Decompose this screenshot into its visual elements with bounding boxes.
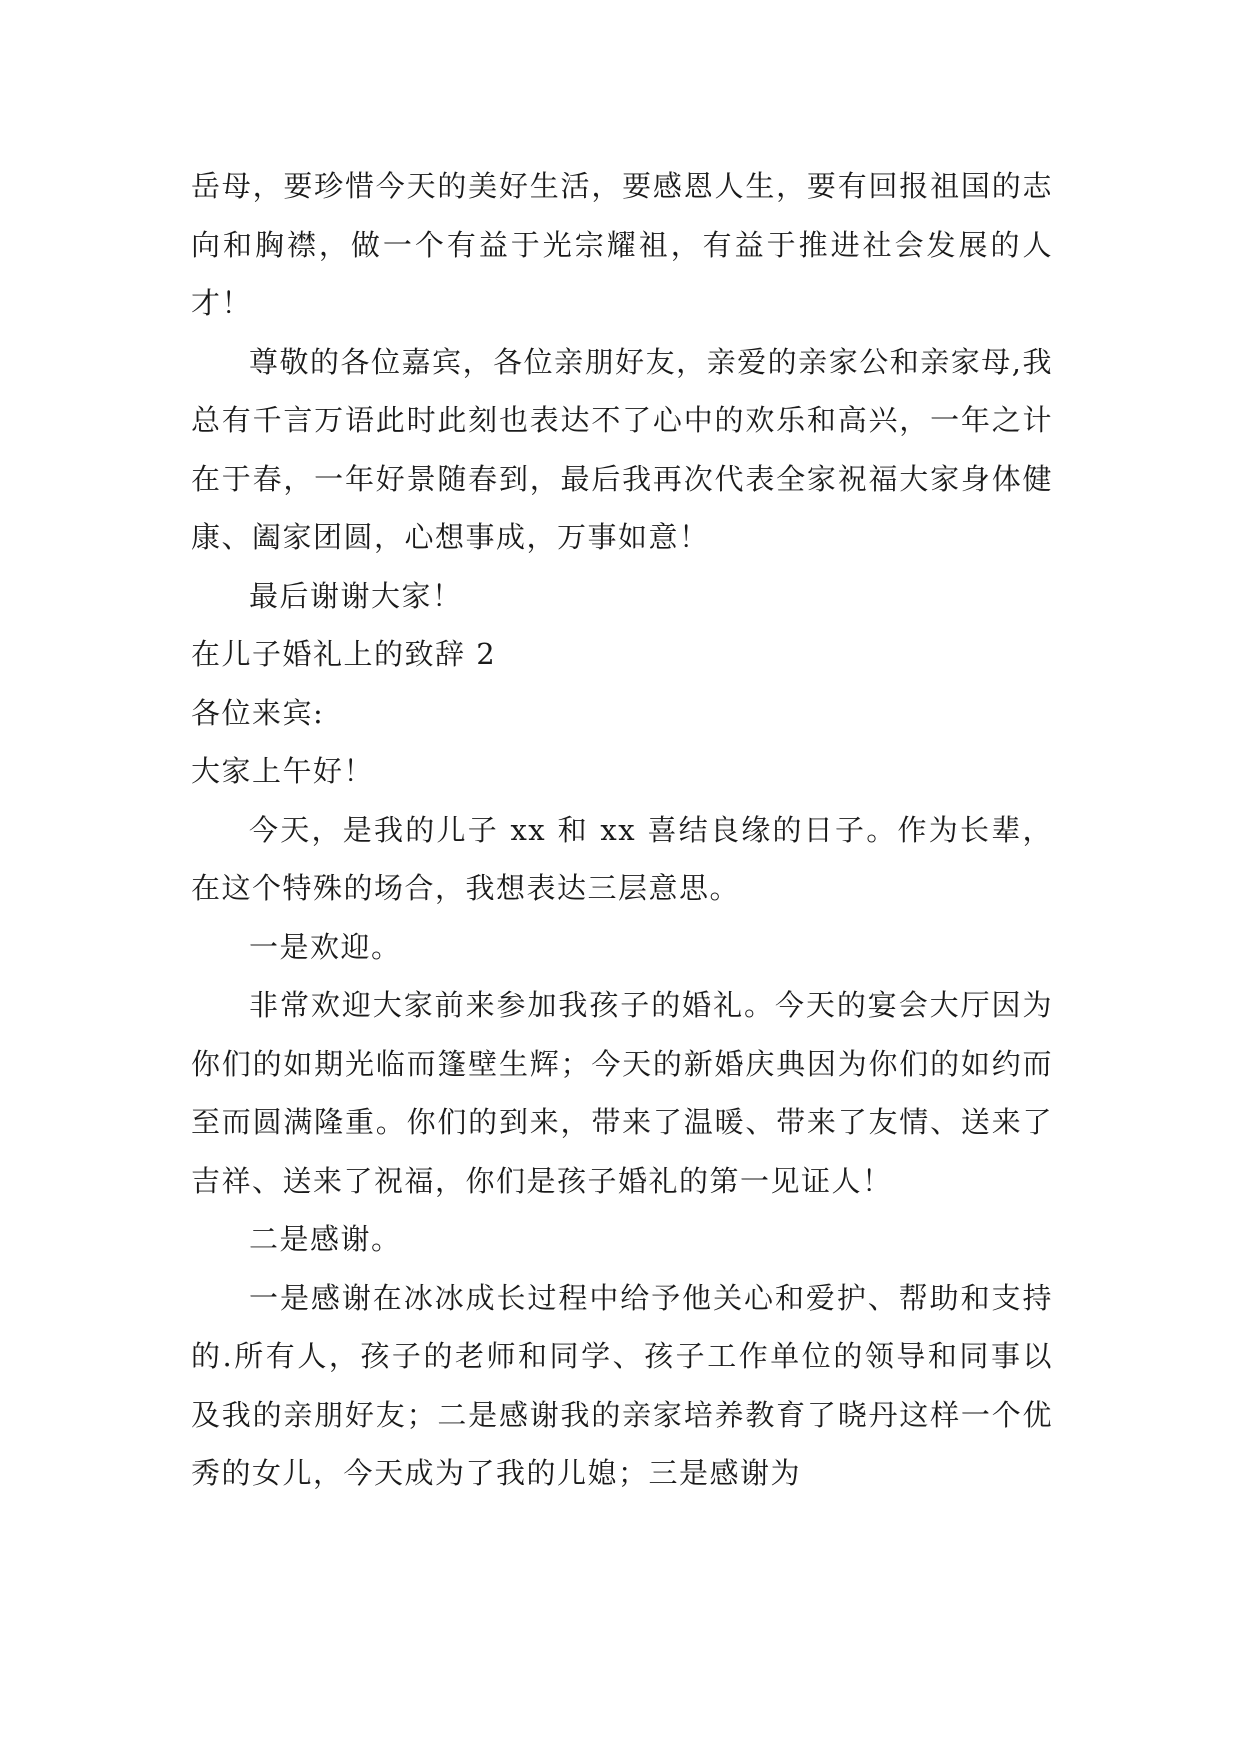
section-title: 在儿子婚礼上的致辞 2 — [191, 637, 497, 671]
paragraph-guest-blessing: 尊敬的各位嘉宾，各位亲朋好友，亲爱的亲家公和亲家母,我总有千言万语此时此刻也表达不了心中的欢乐和高兴，一年之计在于春，一年好景随春到，最后我再次代表全家祝福大家身体健康、阖家团圆，心想事成，万事如意！ — [191, 344, 1053, 554]
heading-thanks: 二是感谢。 — [249, 1222, 402, 1256]
paragraph-thanks: 一是感谢在冰冰成长过程中给予他关心和爱护、帮助和支持的.所有人，孩子的老师和同学、孩子工作单位的领导和同事以及我的亲朋好友；二是感谢我的亲家培养教育了晓丹这样一个优秀的女儿，今天成为了我的儿媳；三是感谢为 — [191, 1280, 1053, 1490]
paragraph-final-thanks: 最后谢谢大家！ — [249, 578, 463, 613]
document-body — [191, 157, 1053, 1503]
greeting: 大家上午好！ — [191, 754, 375, 788]
paragraph-intro: 今天，是我的儿子 xx 和 xx 喜结良缘的日子。作为长辈，在这个特殊的场合，我想表达三层意思。 — [191, 812, 1053, 905]
paragraph-closing-advice: 岳母，要珍惜今天的美好生活，要感恩人生，要有回报祖国的志向和胸襟，做一个有益于光宗耀祖，有益于推进社会发展的人才！ — [191, 169, 1053, 320]
heading-welcome: 一是欢迎。 — [249, 929, 402, 964]
paragraph-welcome: 非常欢迎大家前来参加我孩子的婚礼。今天的宴会大厅因为你们的如期光临而篷壁生辉；今天的新婚庆典因为你们的如约而至而圆满隆重。你们的到来，带来了温暖、带来了友情、送来了吉祥、送来了祝福，你们是孩子婚礼的第一见证人！ — [191, 988, 1053, 1198]
salutation: 各位来宾: — [191, 695, 325, 730]
